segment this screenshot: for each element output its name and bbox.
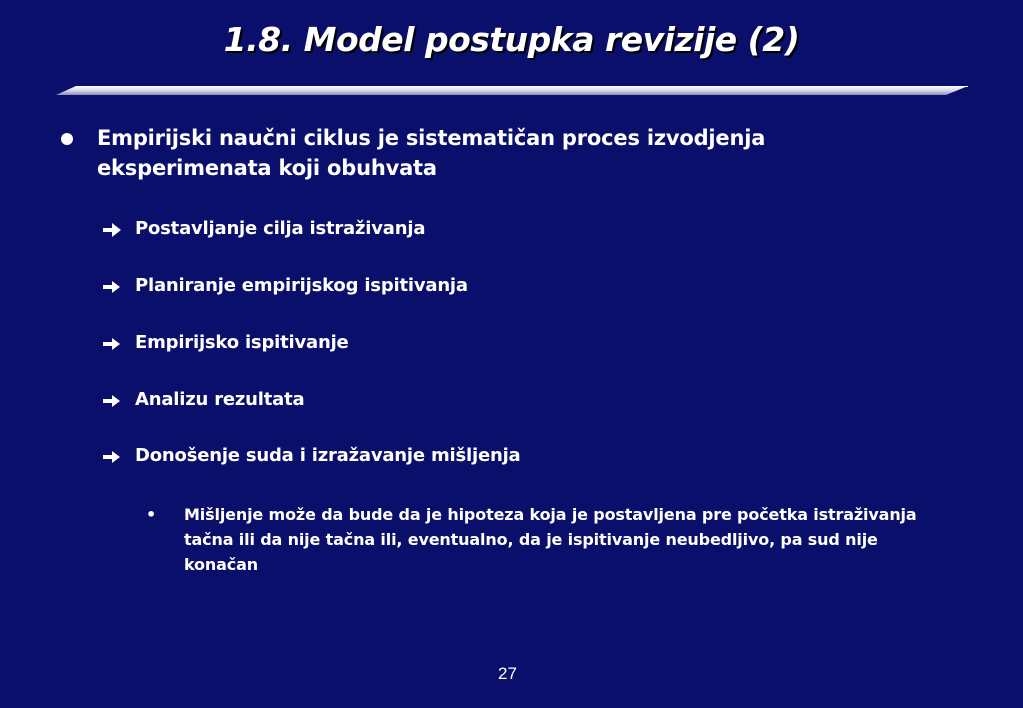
right-arrow-icon	[103, 223, 121, 237]
filled-circle-icon	[61, 133, 73, 145]
right-arrow-icon	[103, 337, 121, 351]
title-divider	[56, 86, 968, 95]
main-bullet-text: Empirijski naučni ciklus je sistematičan proces izvodjenja eksperimenata koji obuhvata	[97, 126, 766, 180]
page-number: 27	[498, 664, 517, 683]
step-text: Empirijsko ispitivanje	[135, 332, 349, 353]
right-arrow-icon	[103, 394, 121, 408]
step-text: Donošenje suda i izražavanje mišljenja	[135, 445, 521, 466]
sub-bullet-text: Mišljenje može da bude da je hipoteza koja je postavljena pre početka istraživanja tačna ili da nije tačna ili, eventualno, da je ispitivanje neubedljivo, pa sud nije konačan	[184, 505, 917, 574]
small-dot-icon: •	[146, 505, 157, 524]
right-arrow-icon	[103, 280, 121, 294]
right-arrow-icon	[103, 450, 121, 464]
step-text: Postavljanje cilja istraživanja	[135, 218, 426, 239]
step-text: Planiranje empirijskog ispitivanja	[135, 275, 468, 296]
slide-title: 1.8. Model postupka revizije (2)	[223, 20, 800, 59]
step-text: Analizu rezultata	[135, 389, 305, 410]
